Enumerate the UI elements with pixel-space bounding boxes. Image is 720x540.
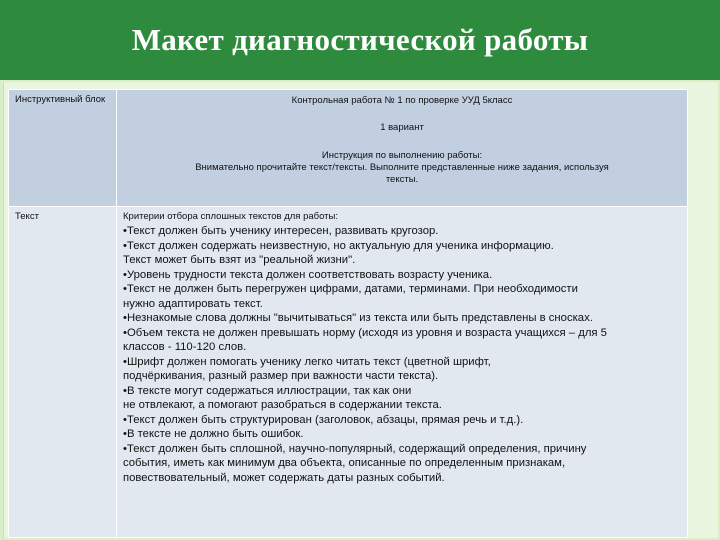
criteria-line: повествовательный, может содержать даты разных событий. <box>123 471 445 484</box>
instruction-text: Внимательно прочитайте текст/тексты. Выполните представленные ниже задания, используя <box>195 162 609 173</box>
cell-text-label <box>9 207 117 538</box>
cell-instruction-label <box>9 90 117 207</box>
criteria-heading: Критерии отбора сплошных текстов для работы: <box>123 211 338 222</box>
page-title: Макет диагностической работы <box>131 22 589 57</box>
criteria-list <box>123 224 681 485</box>
criteria-line: •Объем текста не должен превышать норму (исходя из уровня и возраста учащихся – для 5 <box>123 326 607 339</box>
criteria-line: •Текст не должен быть перегружен цифрами, датами, терминами. При необходимости <box>123 283 578 295</box>
criteria-line: •В тексте не должно быть ошибок. <box>123 428 304 440</box>
criteria-line: события, иметь как минимум два объекта, описанные по определенным признакам, <box>123 457 566 469</box>
cell-instruction-content <box>117 90 688 207</box>
cell-text-content <box>117 207 688 538</box>
diagnostic-layout-table <box>8 89 688 538</box>
text-label: Текст <box>15 211 39 222</box>
criteria-line: классов - 110-120 слов. <box>123 341 247 353</box>
criteria-line: •В тексте могут содержаться иллюстрации, так как они <box>123 384 412 397</box>
criteria-line: подчёркивания, разный размер при важности части текста). <box>123 370 439 382</box>
criteria-line: •Уровень трудности текста должен соответствовать возрасту ученика. <box>123 268 493 281</box>
instruction-heading: Инструкция по выполнению работы: <box>321 150 483 161</box>
criteria-line: •Текст должен содержать неизвестную, но актуальную для ученика информацию. <box>123 239 554 252</box>
criteria-line: Текст может быть взят из "реальной жизни". <box>123 254 356 266</box>
title-bar <box>0 0 720 80</box>
criteria-line: •Шрифт должен помогать ученику легко читать текст (цветной шрифт, <box>123 355 491 368</box>
table-row-text <box>9 207 688 538</box>
criteria-line: •Текст должен быть ученику интересен, развивать кругозор. <box>123 225 439 237</box>
criteria-line: нужно адаптировать текст. <box>123 297 263 310</box>
variant-label: 1 вариант <box>380 122 424 133</box>
instruction-text-end: тексты. <box>385 174 419 185</box>
criteria-line: •Незнакомые слова должны "вычитываться" из текста или быть представлены в сносках. <box>123 312 593 324</box>
test-title: Контрольная работа № 1 по проверке УУД 5класс <box>291 95 513 106</box>
criteria-line: •Текст должен быть структурирован (заголовок, абзацы, прямая речь и т.д.). <box>123 413 524 426</box>
criteria-line: не отвлекают, а помогают разобраться в содержании текста. <box>123 399 442 411</box>
table-row-instruction <box>9 90 688 207</box>
instruction-block-label: Инструктивный блок <box>15 94 106 105</box>
criteria-line: •Текст должен быть сплошной, научно-популярный, содержащий определения, причину <box>123 442 587 455</box>
